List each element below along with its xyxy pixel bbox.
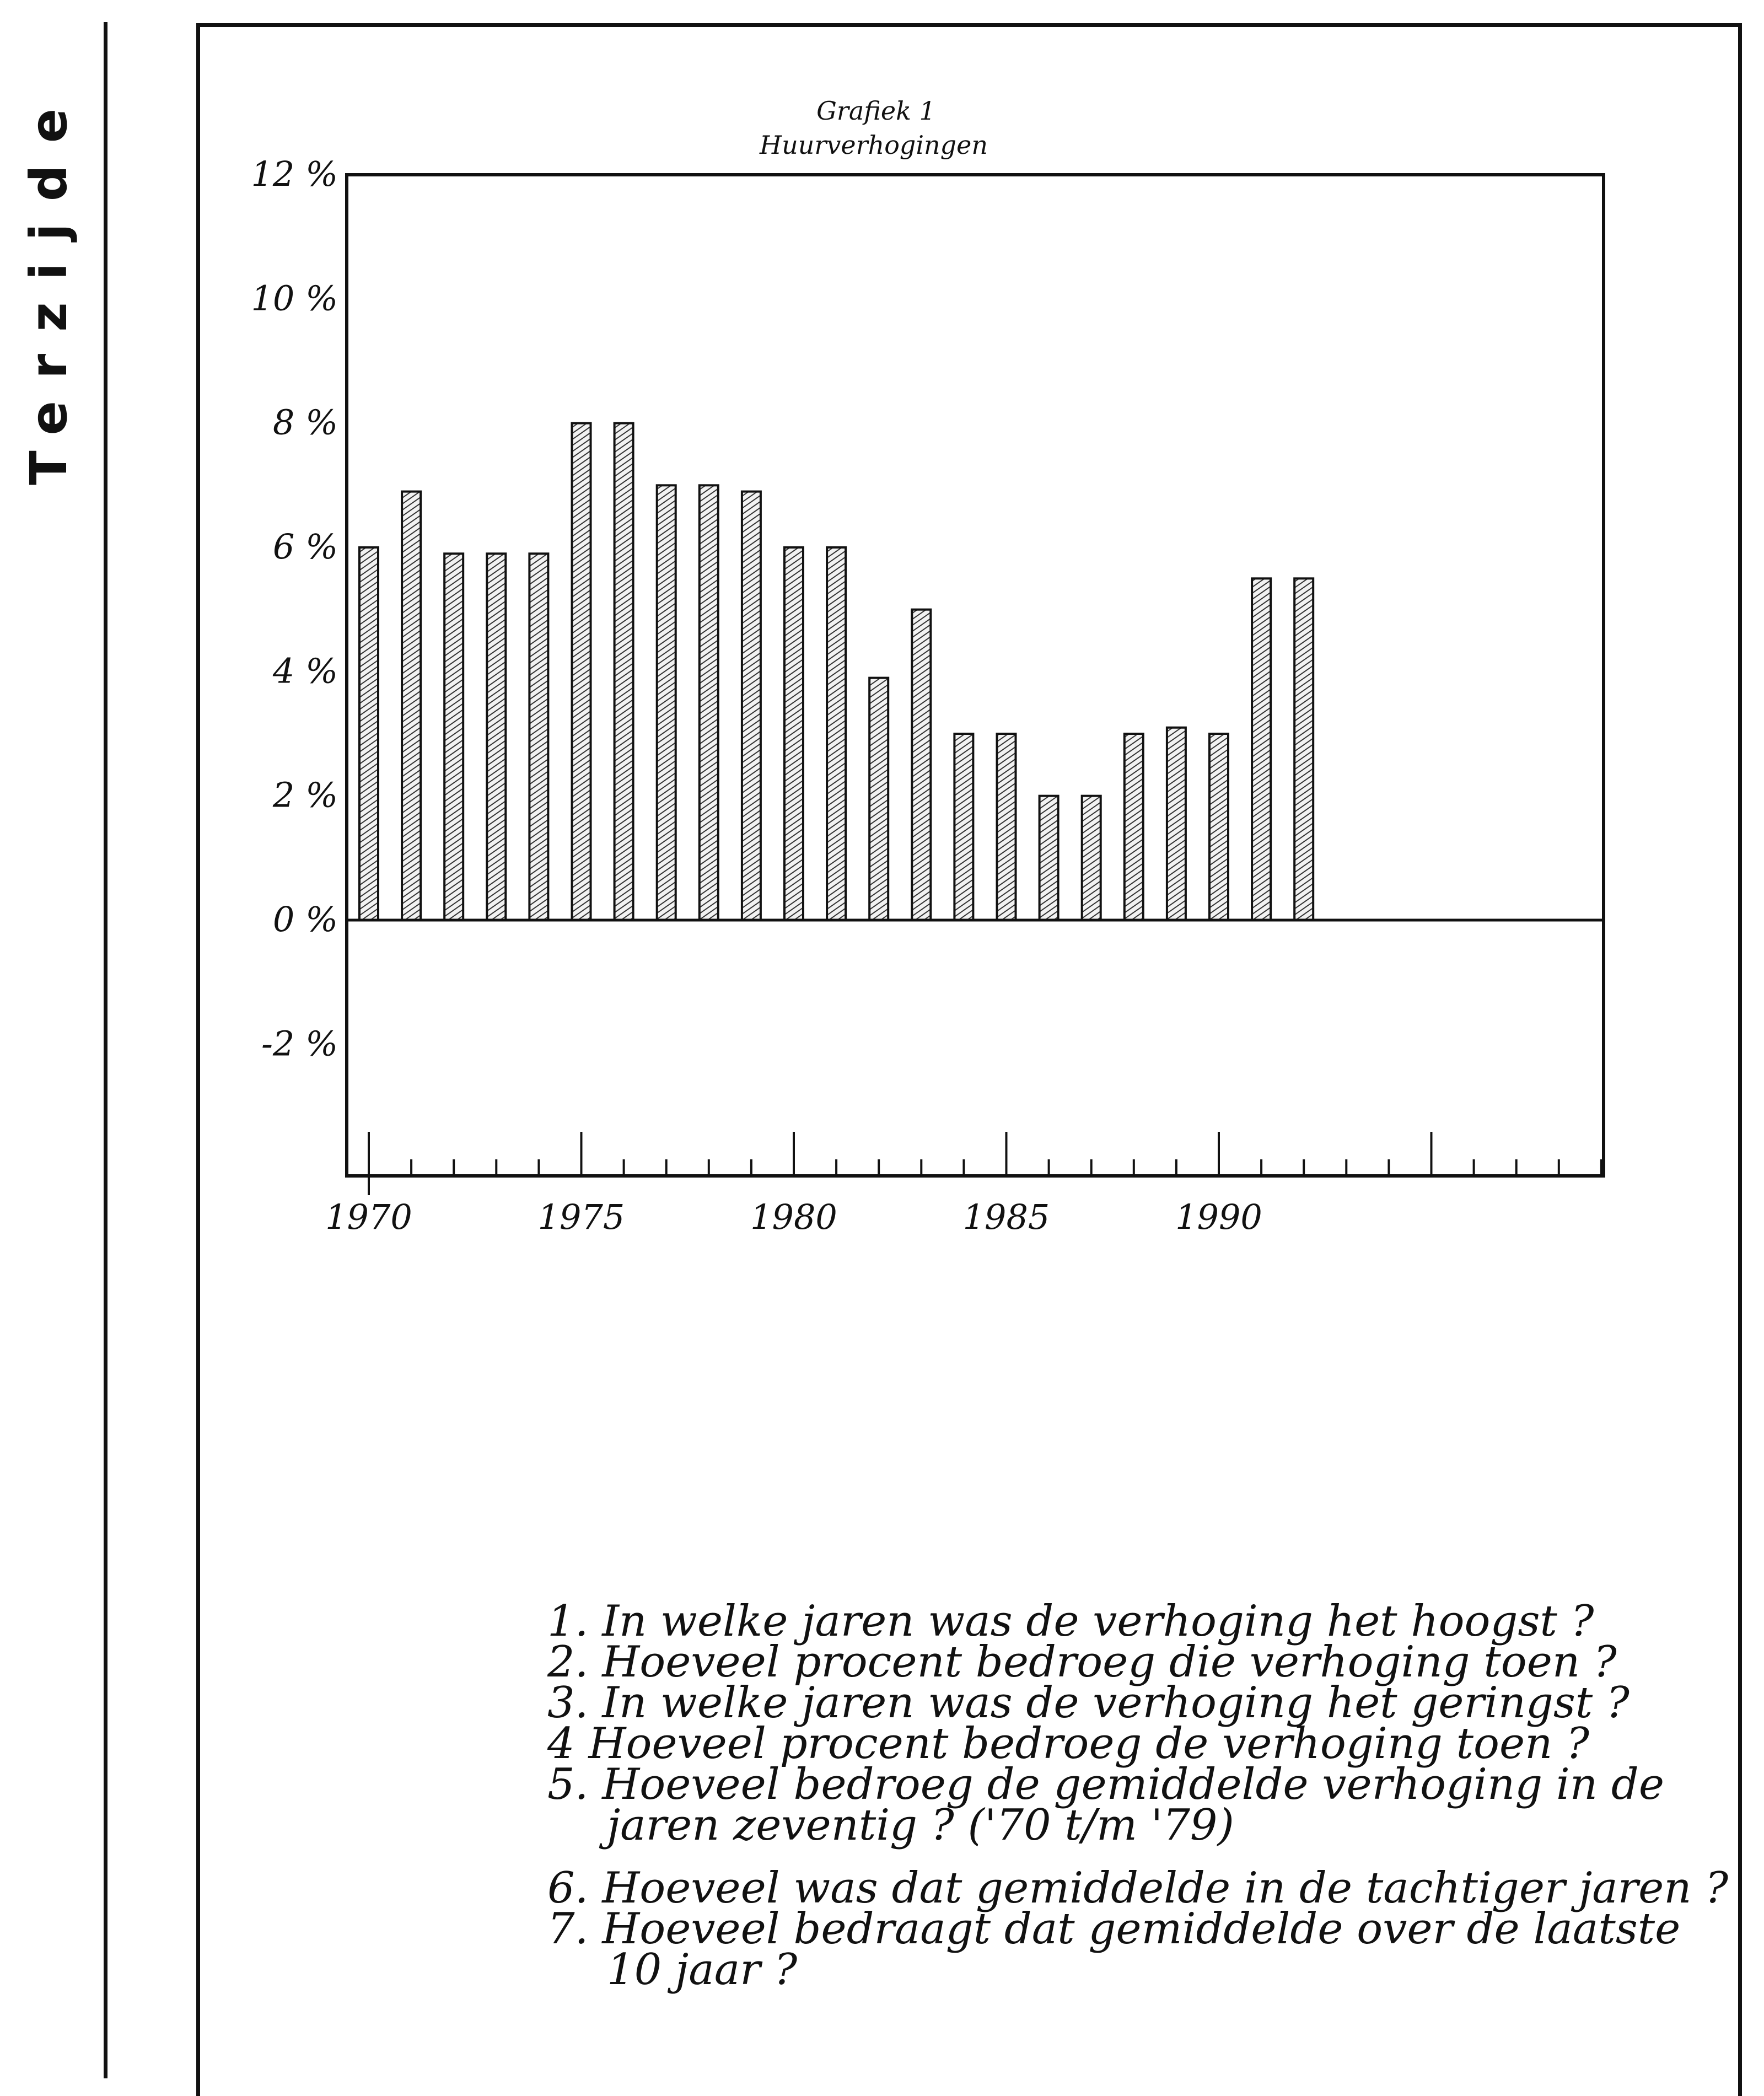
question-number: 6.: [547, 1863, 589, 1913]
question-list: [547, 1597, 1764, 1995]
bar-1987: [1082, 796, 1101, 920]
bar-1986: [1040, 796, 1058, 920]
question-item: [547, 1719, 1764, 1769]
question-item: [547, 1760, 1764, 1809]
y-tick-label: 10 %: [251, 278, 338, 319]
y-tick-label: -2 %: [261, 1023, 338, 1064]
side-label: [11, 22, 88, 496]
bar-1972: [444, 553, 463, 920]
question-number: 4: [547, 1719, 575, 1769]
question-text: Hoeveel bedroeg de gemiddelde verhoging in de: [602, 1760, 1664, 1809]
question-text: Hoeveel bedraagt dat gemiddelde over de laatste: [602, 1904, 1681, 1954]
bar-1981: [827, 547, 846, 920]
x-tick-label: 1970: [325, 1197, 412, 1237]
bar-1977: [657, 485, 676, 920]
worksheet-frame: [196, 23, 1742, 2096]
x-tick-label: 1990: [1175, 1197, 1262, 1237]
bar-1975: [572, 423, 591, 920]
question-text: Hoeveel procent bedroeg die verhoging toen ?: [602, 1637, 1617, 1687]
x-tick-label: 1980: [750, 1197, 837, 1237]
question-item: [547, 1678, 1764, 1728]
bar-1990: [1209, 734, 1228, 920]
question-continuation: jaren zeventig ? ('70 t/m '79): [607, 1801, 1234, 1850]
bar-1984: [954, 734, 973, 920]
question-item: [547, 1637, 1764, 1687]
question-item: [547, 1863, 1764, 1913]
question-number: 1.: [547, 1597, 589, 1646]
bar-1988: [1125, 734, 1143, 920]
question-text: Hoeveel was dat gemiddelde in de tachtiger jaren ?: [602, 1863, 1729, 1913]
question-text: In welke jaren was de verhoging het geringst ?: [602, 1678, 1629, 1728]
question-number: 2.: [547, 1637, 589, 1687]
y-tick-label: 0 %: [272, 899, 338, 939]
bar-1978: [700, 485, 718, 920]
y-tick-label: 2 %: [272, 775, 338, 815]
question-number: 7.: [547, 1904, 589, 1954]
bar-1985: [997, 734, 1016, 920]
bar-1989: [1167, 728, 1186, 920]
bar-1970: [359, 547, 378, 920]
side-label-text: Terzijde: [19, 86, 78, 485]
bar-chart: [200, 27, 1738, 1295]
bar-1976: [615, 423, 633, 920]
question-number: 5.: [547, 1760, 589, 1809]
bar-1982: [869, 678, 888, 920]
question-item: [547, 1904, 1764, 1954]
y-tick-label: 8 %: [272, 402, 338, 443]
y-tick-label: 4 %: [272, 651, 338, 691]
bar-1974: [529, 553, 548, 920]
bar-1980: [784, 547, 803, 920]
question-continuation: 10 jaar ?: [607, 1945, 798, 1995]
bar-1991: [1252, 578, 1271, 920]
question-number: 3.: [547, 1678, 589, 1728]
bar-1992: [1294, 578, 1313, 920]
side-divider: [104, 22, 107, 2078]
question-text: Hoeveel procent bedroeg de verhoging toen ?: [588, 1719, 1589, 1769]
question-item: [547, 1597, 1764, 1646]
bar-1971: [402, 492, 421, 920]
bar-1983: [912, 610, 931, 920]
chart-subtitle: Huurverhogingen: [760, 130, 988, 160]
bar-1973: [487, 553, 505, 920]
y-tick-label: 12 %: [251, 154, 338, 194]
question-text: In welke jaren was de verhoging het hoogst ?: [602, 1597, 1594, 1646]
x-tick-label: 1975: [537, 1197, 625, 1237]
x-tick-label: 1985: [962, 1197, 1050, 1237]
bar-1979: [742, 492, 761, 920]
y-tick-label: 6 %: [272, 526, 338, 567]
chart-title: Grafiek 1: [816, 96, 935, 126]
